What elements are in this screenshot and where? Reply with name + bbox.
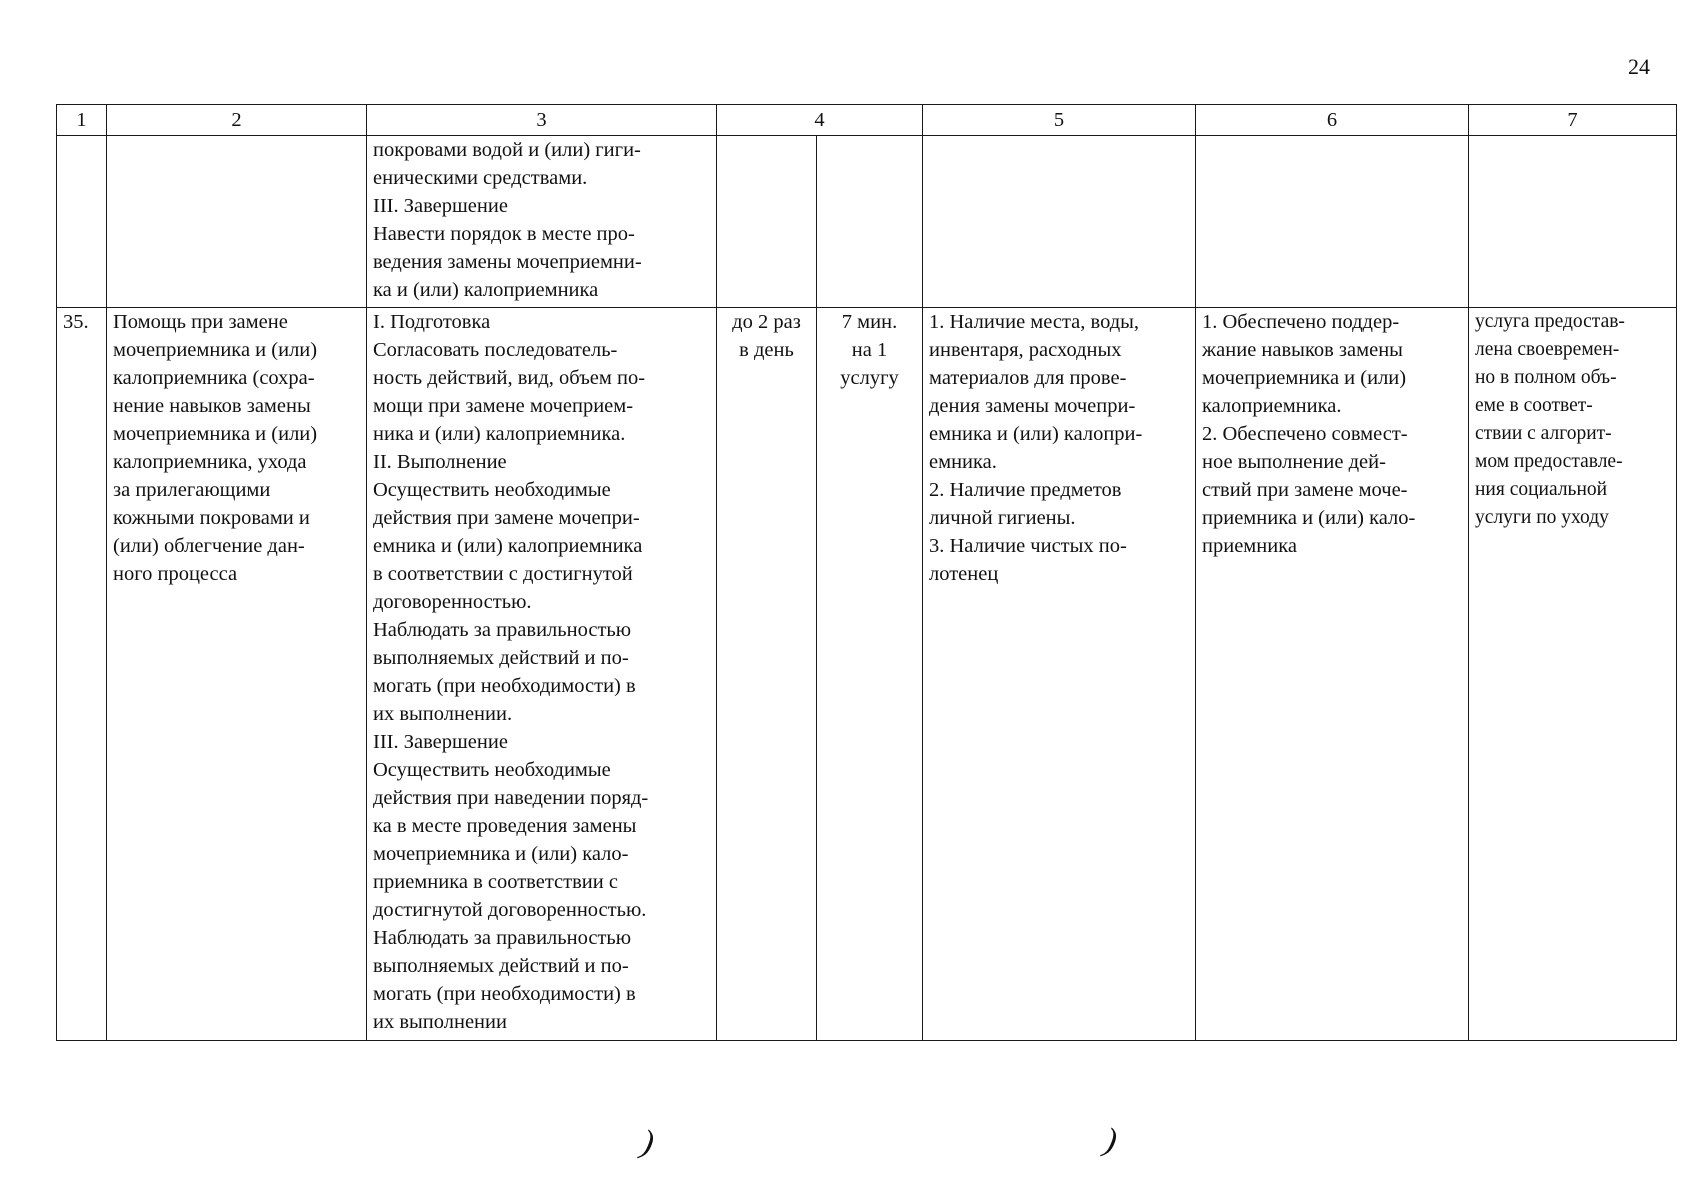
service-name: Помощь при замене мочеприемника и (или) калоприемника (сохра- нение навыков замены мочеприемника и (или) калоприемника, ухода за прилегающими кожными покровами и (или) облегчение дан- ного процесса [113, 311, 318, 585]
table-header-row [57, 105, 1677, 136]
services-table [56, 104, 1677, 1041]
header-cell-6: 6 [1196, 105, 1469, 136]
item-number-cell [57, 308, 107, 1041]
service-name-cell [107, 308, 367, 1041]
header-cell-1: 1 [57, 105, 107, 136]
conditions-text: 1. Наличие места, воды, инвентаря, расходных материалов для прове- дения замены мочепри- емника и (или) калопри- емника. 2. Наличие предметов личной гигиены. 3. Наличие чистых по- лотенец [929, 311, 1143, 585]
cont-cell-7 [1469, 136, 1677, 308]
cont-cell-2 [107, 136, 367, 308]
quality-text: услуга предостав- лена своевремен- но в полном объ- еме в соответ- ствии с алгорит- мом предоставле- ния социальной услуги по уходу [1475, 311, 1625, 528]
procedure-text: I. Подготовка Согласовать последователь- ность действий, вид, объем по- мощи при замене мочеприем- ника и (или) калоприемника. II. Выполнение Осуществить необходимые действия при замене мочепри- емника и (или) калоприемника в соответствии с достигнутой договоренностью. Наблюдать за правильностью выполняемых действий и по- могать (при необходимости) в их выполнении. III. Завершение Осуществить необходимые действия при наведении поряд- ка в месте проведения замены мочеприемника и (или) кало- приемника в соответствии с достигнутой договоренностью. Наблюдать за правильностью выполняемых действий и по- могать (при необходимости) в их выполнении [373, 311, 649, 1033]
item-number: 35. [63, 311, 89, 333]
header-cell-7: 7 [1469, 105, 1677, 136]
duration-text: 7 мин. на 1 услугу [840, 311, 899, 389]
punch-mark-left: ) [638, 1123, 658, 1162]
cont-cell-5 [923, 136, 1196, 308]
cont-cell-1 [57, 136, 107, 308]
results-text: 1. Обеспечено поддер- жание навыков замены мочеприемника и (или) калоприемника. 2. Обеспечено совмест- ное выполнение дей- ствий при замене моче- приемника и (или) кало- приемника [1202, 311, 1416, 557]
cont-cell-4a [717, 136, 817, 308]
table-row-continuation [57, 136, 1677, 308]
header-cell-2: 2 [107, 105, 367, 136]
frequency-cell [717, 308, 817, 1041]
procedure-cell [367, 308, 717, 1041]
duration-cell [817, 308, 923, 1041]
header-cell-5: 5 [923, 105, 1196, 136]
page-number: 24 [1628, 54, 1650, 79]
cont-procedure-text: покровами водой и (или) гиги- еническими средствами. III. Завершение Навести порядок в месте про- ведения замены мочеприемни- ка и (или) калоприемника [373, 139, 642, 301]
header-cell-3: 3 [367, 105, 717, 136]
header-cell-4: 4 [717, 105, 923, 136]
table-row-item-35 [57, 308, 1677, 1041]
quality-cell [1469, 308, 1677, 1041]
frequency-text: до 2 раз в день [732, 311, 801, 361]
cont-cell-4b [817, 136, 923, 308]
results-cell [1196, 308, 1469, 1041]
cont-cell-3 [367, 136, 717, 308]
punch-mark-right: ) [1101, 1121, 1121, 1160]
cont-cell-6 [1196, 136, 1469, 308]
conditions-cell [923, 308, 1196, 1041]
